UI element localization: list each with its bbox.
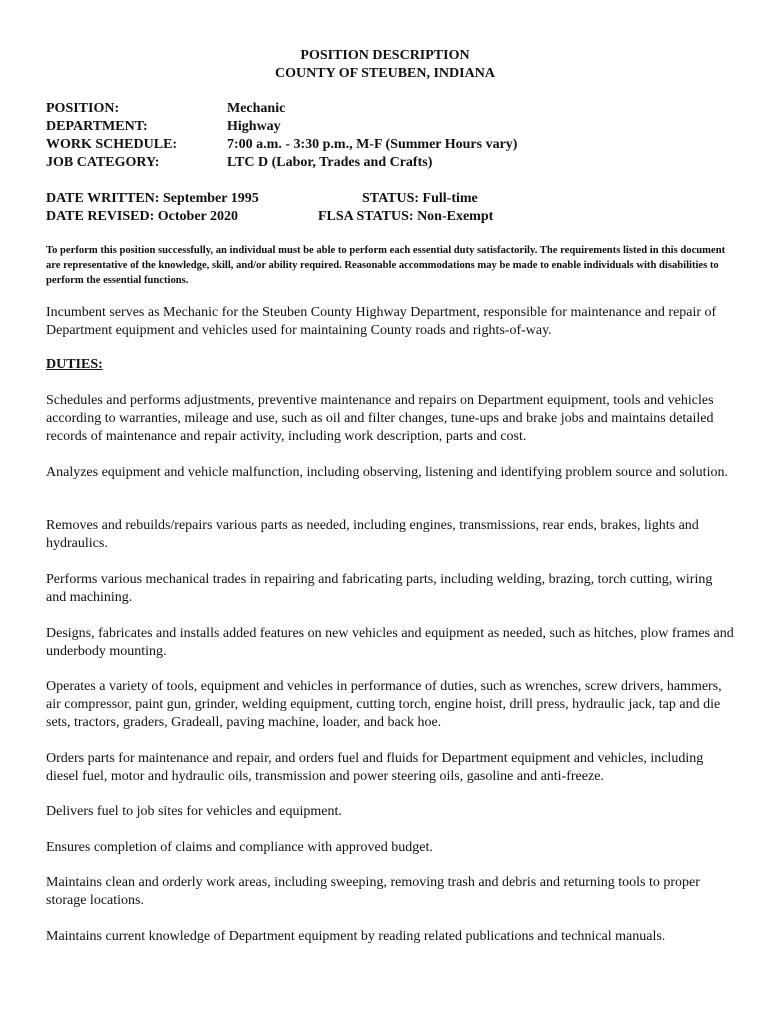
duty-item: Maintains current knowledge of Department equipment by reading related publications and technical manuals. bbox=[46, 929, 666, 944]
work-schedule-value: 7:00 a.m. - 3:30 p.m., M-F (Summer Hours vary) bbox=[227, 137, 518, 152]
job-category-value: LTC D (Labor, Trades and Crafts) bbox=[227, 155, 433, 170]
department-row bbox=[46, 118, 517, 136]
date-revised: DATE REVISED: October 2020 bbox=[46, 209, 238, 224]
duty-item: Orders parts for maintenance and repair, and orders fuel and fluids for Department equipment and vehicles, including diesel fuel, motor and hydraulic oils, transmission and power steering oils, gasoline and anti-freeze. bbox=[46, 751, 704, 784]
department-value: Highway bbox=[227, 119, 281, 134]
position-info bbox=[46, 100, 517, 172]
work-schedule-label: WORK SCHEDULE: bbox=[46, 137, 178, 152]
work-schedule-row bbox=[46, 136, 517, 154]
department-label: DEPARTMENT: bbox=[46, 119, 148, 134]
flsa-status: FLSA STATUS: Non-Exempt bbox=[318, 209, 494, 224]
duty-item: Designs, fabricates and installs added features on new vehicles and equipment as needed, such as hitches, plow frames and underbody mounting. bbox=[46, 626, 734, 659]
intro-paragraph: Incumbent serves as Mechanic for the Steuben County Highway Department, responsible for maintenance and repair of Department equipment and vehicles used for maintaining County roads and rights-of-way. bbox=[46, 305, 717, 338]
accommodation-notice: To perform this position successfully, an individual must be able to perform each essential duty satisfactorily. The requirements listed in this document are representative of the knowledge, skill, and/or ability required. Reasonable accommodations may be made to enable individuals with disabilities to perform the essential functions. bbox=[46, 245, 726, 286]
duty-item: Delivers fuel to job sites for vehicles and equipment. bbox=[46, 804, 342, 819]
duty-item: Removes and rebuilds/repairs various parts as needed, including engines, transmissions, rear ends, brakes, lights and hydraulics. bbox=[46, 518, 699, 551]
duties-heading: DUTIES: bbox=[46, 357, 103, 372]
document-header bbox=[0, 47, 770, 83]
duty-item: Schedules and performs adjustments, preventive maintenance and repairs on Department equipment, tools and vehicles according to warranties, mileage and use, such as oil and filter changes, tune-ups and brake jobs and maintains detailed records of maintenance and repair activity, including work description, parts and cost. bbox=[46, 393, 714, 444]
document-subtitle: COUNTY OF STEUBEN, INDIANA bbox=[275, 66, 495, 81]
duty-item: Ensures completion of claims and compliance with approved budget. bbox=[46, 840, 433, 855]
duty-item: Maintains clean and orderly work areas, including sweeping, removing trash and debris and returning tools to proper storage locations. bbox=[46, 875, 700, 908]
position-row bbox=[46, 100, 517, 118]
job-category-row bbox=[46, 154, 517, 172]
dates-row-1 bbox=[46, 190, 726, 208]
position-value: Mechanic bbox=[227, 101, 286, 116]
document-title: POSITION DESCRIPTION bbox=[300, 48, 470, 63]
status: STATUS: Full-time bbox=[362, 191, 478, 206]
duty-item: Performs various mechanical trades in repairing and fabricating parts, including welding, brazing, torch cutting, wiring and machining. bbox=[46, 572, 713, 605]
dates-block bbox=[46, 190, 726, 226]
duty-item: Operates a variety of tools, equipment and vehicles in performance of duties, such as wrenches, screw drivers, hammers, air compressor, paint gun, grinder, welding equipment, cutting torch, engine hoist, drill press, hydraulic jack, tap and die sets, tractors, graders, Gradeall, paving machine, loader, and back hoe. bbox=[46, 679, 722, 730]
dates-row-2 bbox=[46, 208, 726, 226]
position-label: POSITION: bbox=[46, 101, 120, 116]
date-written: DATE WRITTEN: September 1995 bbox=[46, 191, 259, 206]
duty-item: Analyzes equipment and vehicle malfunction, including observing, listening and identifying problem source and solution. bbox=[46, 465, 728, 480]
job-category-label: JOB CATEGORY: bbox=[46, 155, 160, 170]
